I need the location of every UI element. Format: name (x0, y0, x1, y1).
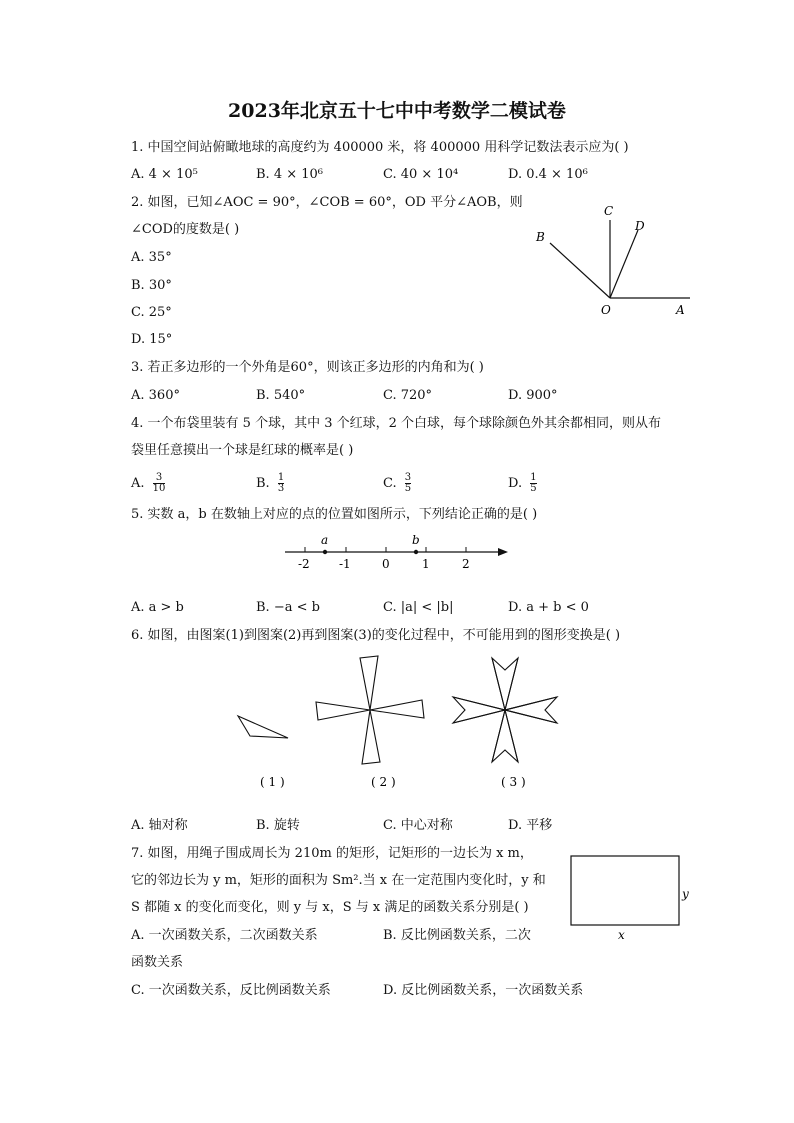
q1-option-d: D. 0.4 × 10⁶ (508, 167, 588, 182)
label-a: a (321, 533, 329, 547)
label-b: B (536, 230, 545, 244)
q3-option-c: C. 720° (383, 388, 433, 403)
q5-option-c: C. |a| < |b| (383, 600, 454, 615)
q3-option-a: A. 360° (131, 388, 180, 403)
pattern-2 (316, 656, 424, 764)
q4-option-d (508, 473, 537, 494)
q4-option-a-fraction (153, 473, 166, 494)
q6-option-d: D. 平移 (508, 818, 553, 833)
q4-text-line2: 袋里任意摸出一个球是红球的概率是( ) (131, 443, 354, 458)
point-a (323, 550, 327, 554)
q4-option-c-fraction (405, 473, 411, 494)
denominator: 10 (152, 483, 166, 494)
numerator: 1 (530, 472, 537, 483)
denominator: 5 (404, 483, 412, 494)
label-y: y (682, 887, 689, 901)
caption-2: ( 2 ) (371, 775, 396, 789)
q4-option-b-fraction (278, 473, 284, 494)
label-b: b (412, 533, 420, 547)
q1-option-b: B. 4 × 10⁶ (256, 167, 323, 182)
q6-patterns-figure (230, 650, 570, 800)
point-b (414, 550, 418, 554)
pattern-3 (453, 658, 557, 762)
q7-text-line1: 7. 如图，用绳子围成周长为 210m 的矩形，记矩形的一边长为 x m， (131, 846, 533, 861)
q2-text-line2: ∠COD的度数是( ) (131, 222, 240, 237)
q2-angle-figure (520, 195, 710, 325)
q7-option-b: B. 反比例函数关系，二次 (383, 928, 531, 943)
denominator: 3 (277, 483, 285, 494)
q5-text: 5. 实数 a，b 在数轴上对应的点的位置如图所示，下列结论正确的是( ) (131, 507, 538, 522)
q2-option-c: C. 25° (131, 305, 172, 320)
q3-option-b: B. 540° (256, 388, 306, 403)
label-d: D (635, 219, 645, 233)
tick-label-1: 1 (422, 557, 430, 571)
q6-option-b: B. 旋转 (256, 818, 300, 833)
tick-label-0: 0 (382, 557, 390, 571)
q7-rectangle-figure (565, 850, 695, 945)
q7-text-line3: S 都随 x 的变化而变化，则 y 与 x，S 与 x 满足的函数关系分别是( ) (131, 900, 529, 915)
label-o: O (601, 303, 611, 317)
q7-option-a: A. 一次函数关系，二次函数关系 (131, 928, 318, 943)
q1-text: 1. 中国空间站俯瞰地球的高度约为 400000 米，将 400000 用科学记数法表示应为( ) (131, 140, 629, 155)
q4-option-c-label: C. (383, 476, 397, 491)
q6-text: 6. 如图，由图案(1)到图案(2)再到图案(3)的变化过程中，不可能用到的图形变换是( ) (131, 628, 621, 643)
q4-option-d-label: D. (508, 476, 523, 491)
label-x: x (618, 928, 625, 942)
numerator: 3 (155, 472, 163, 483)
q5-option-a: A. a > b (131, 600, 184, 615)
q4-option-a (131, 473, 165, 494)
q7-option-a-cont: 函数关系 (131, 955, 184, 970)
caption-1: ( 1 ) (260, 775, 285, 789)
q5-option-d: D. a + b < 0 (508, 600, 589, 615)
ray-od (610, 230, 638, 298)
q1-option-c: C. 40 × 10⁴ (383, 167, 459, 182)
q6-option-c: C. 中心对称 (383, 818, 453, 833)
axis-arrow (498, 548, 508, 556)
ray-ob (550, 243, 610, 298)
tick-label-m2: -2 (298, 557, 310, 571)
q5-option-b: B. −a < b (256, 600, 320, 615)
q4-option-a-label: A. (131, 476, 145, 491)
caption-3: ( 3 ) (501, 775, 526, 789)
label-c: C (604, 204, 614, 218)
q1-option-a: A. 4 × 10⁵ (131, 167, 198, 182)
q7-text-line2: 它的邻边长为 y m，矩形的面积为 Sm².当 x 在一定范围内变化时，y 和 (131, 873, 546, 888)
tick-label-2: 2 (462, 557, 470, 571)
pattern-1-triangle (238, 716, 288, 738)
page-title: 2023年北京五十七中中考数学二模试卷 (228, 100, 566, 122)
q4-option-c (383, 473, 411, 494)
q2-option-d: D. 15° (131, 332, 173, 347)
q5-number-line (280, 530, 520, 575)
q4-option-b (256, 473, 284, 494)
numerator: 1 (277, 472, 285, 483)
q7-option-c: C. 一次函数关系，反比例函数关系 (131, 983, 331, 998)
q7-option-d: D. 反比例函数关系，一次函数关系 (383, 983, 584, 998)
numerator: 3 (404, 472, 412, 483)
rectangle (571, 856, 679, 925)
q6-option-a: A. 轴对称 (131, 818, 188, 833)
label-a: A (676, 303, 685, 317)
q4-text-line1: 4. 一个布袋里装有 5 个球，其中 3 个红球，2 个白球，每个球除颜色外其余都相同，则从布 (131, 416, 662, 431)
q4-option-b-label: B. (256, 476, 270, 491)
q3-text: 3. 若正多边形的一个外角是60°，则该正多边形的内角和为( ) (131, 360, 484, 375)
q2-text-line1: 2. 如图，已知∠AOC = 90°，∠COB = 60°，OD 平分∠AOB，则 (131, 195, 523, 210)
q2-option-a: A. 35° (131, 250, 172, 265)
tick-label-m1: -1 (339, 557, 351, 571)
q3-option-d: D. 900° (508, 388, 558, 403)
denominator: 5 (530, 483, 537, 494)
q4-option-d-fraction (530, 473, 536, 494)
q2-option-b: B. 30° (131, 278, 172, 293)
